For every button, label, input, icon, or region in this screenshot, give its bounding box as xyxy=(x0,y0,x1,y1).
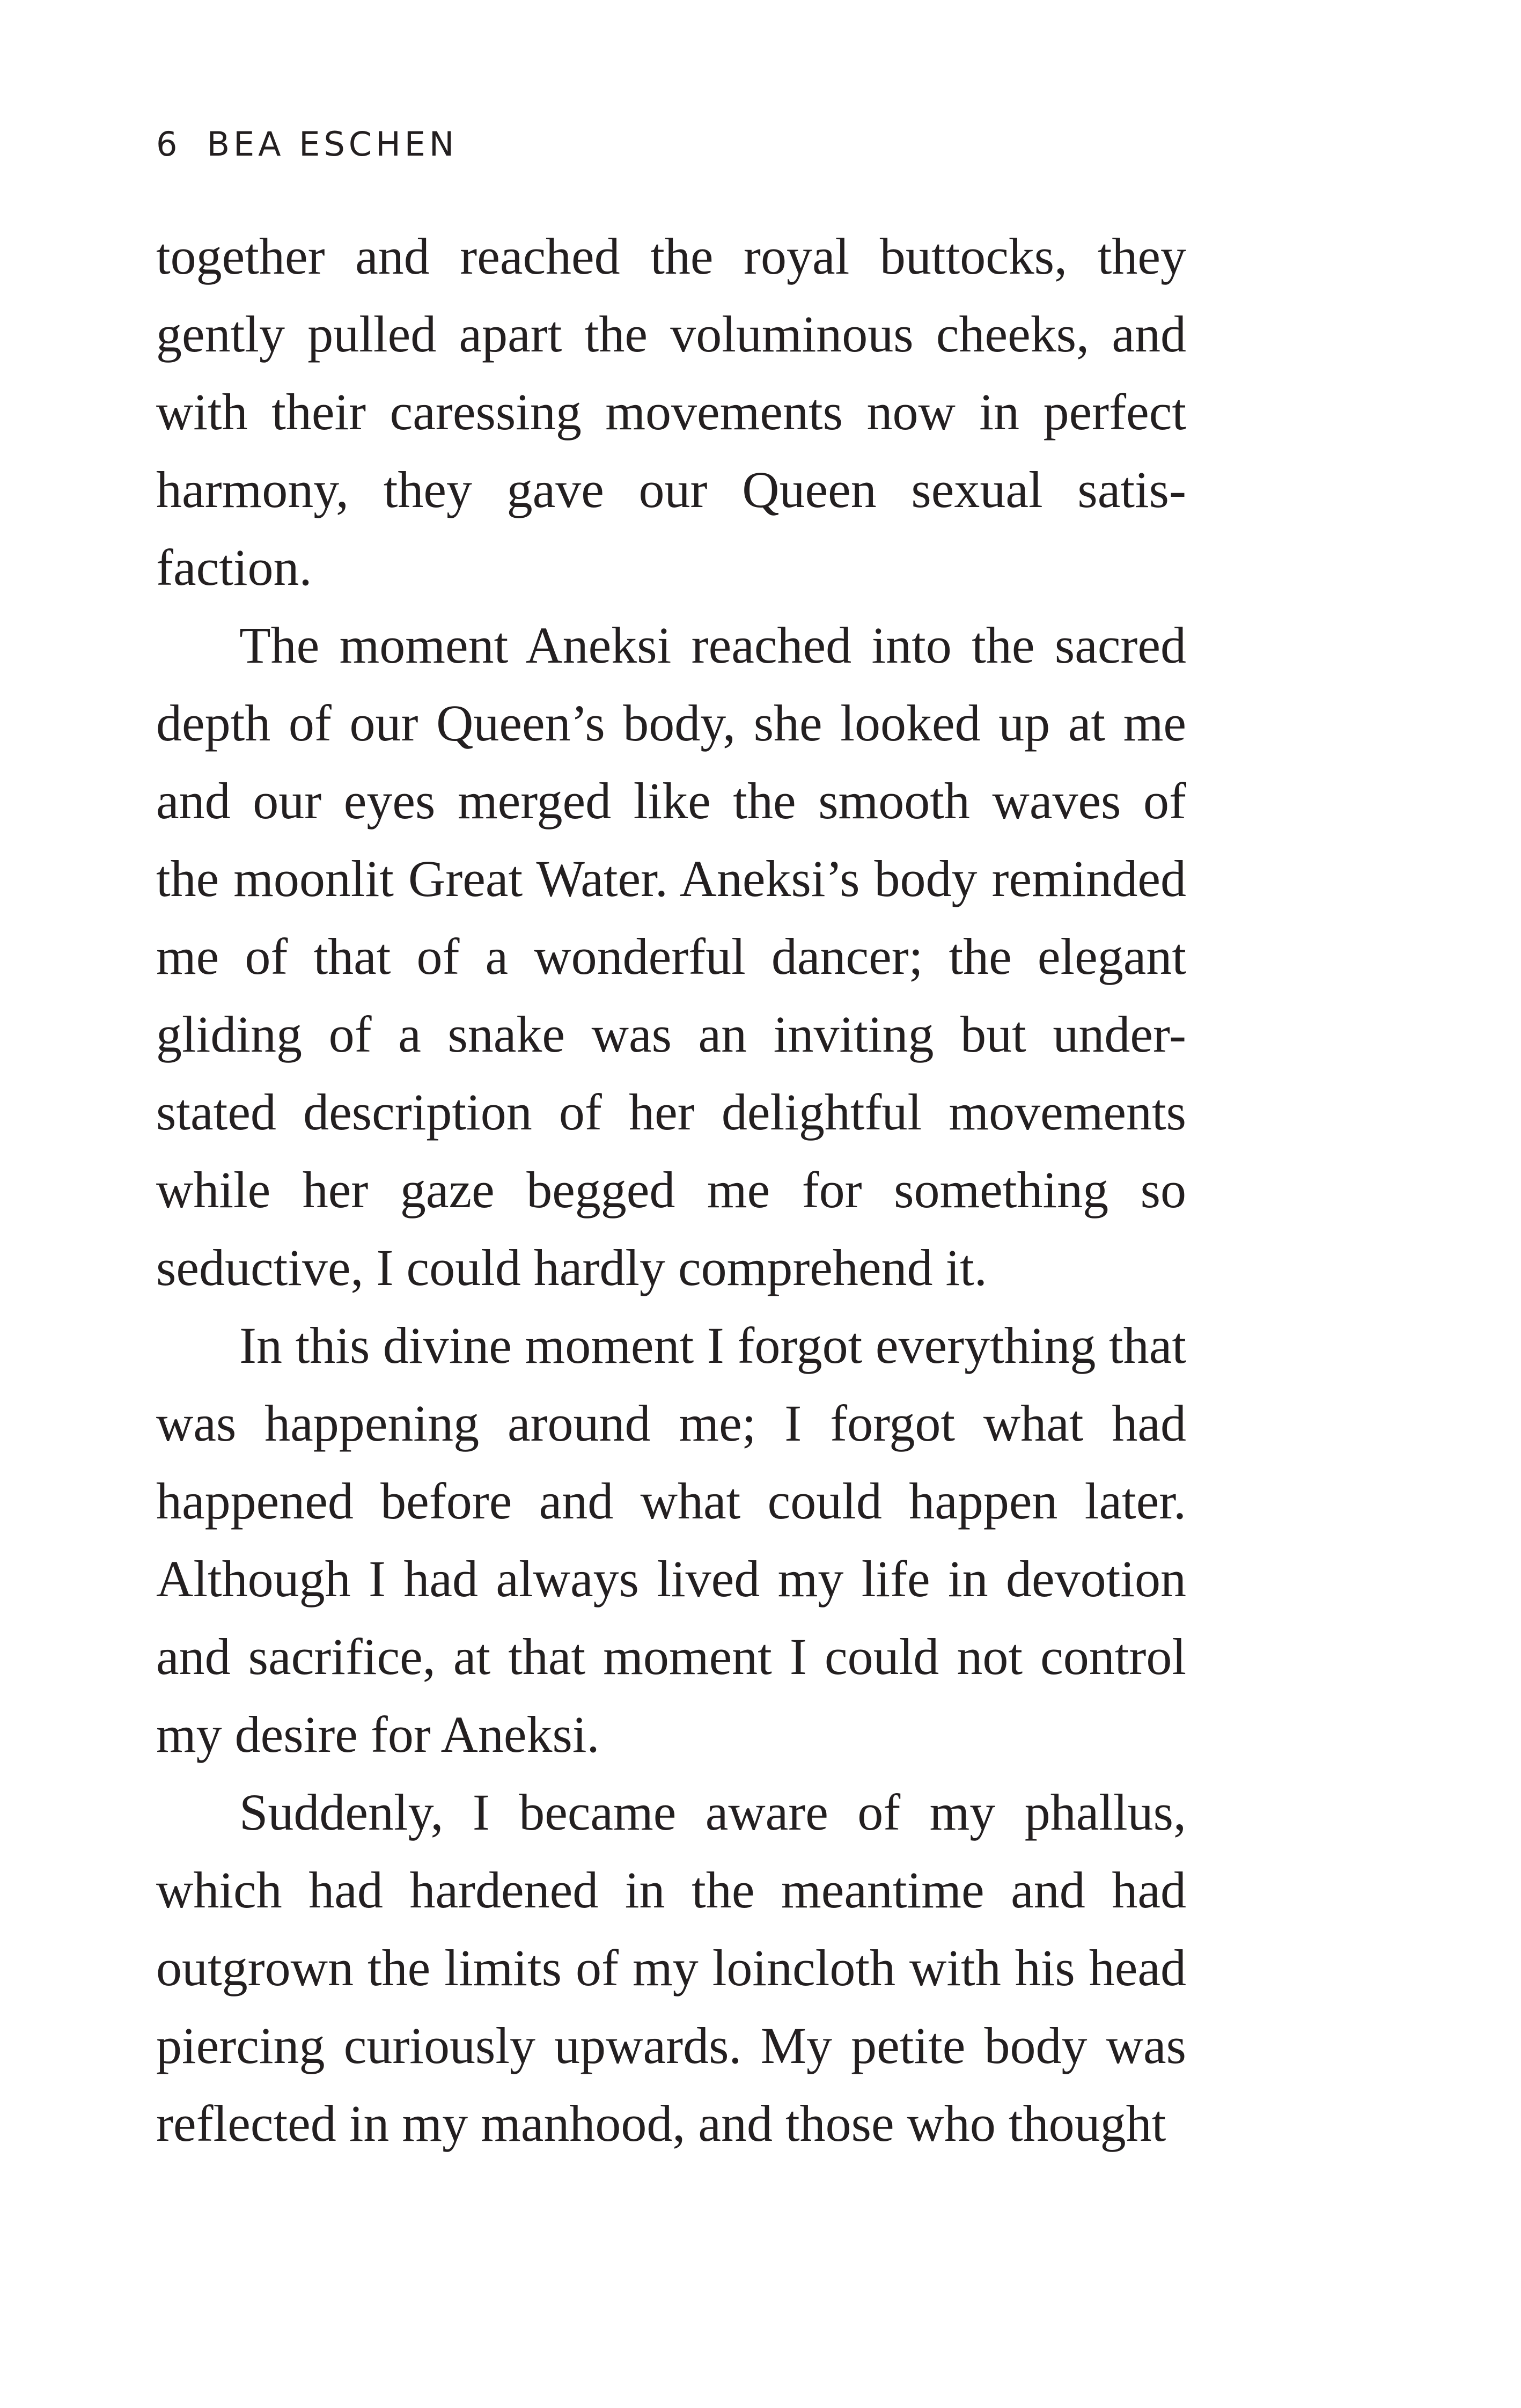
paragraph: The moment Aneksi reached into the sacred depth of our Queen’s body, she looked up at me and our eyes merged like the smooth waves of the moonlit Great Water. Aneksi’s body reminded me of that of a wonderful dancer; the elegant gliding of a snake was an inviting but under-stated description of her delightful movements while her gaze begged me for something so seductive, I could hardly comprehend it. xyxy=(156,616,1186,1296)
body-text xyxy=(156,217,1186,2162)
paragraph: together and reached the royal buttocks, they gently pulled apart the voluminous cheeks, and with their caressing movements now in perfect harmony, they gave our Queen sexual satis-faction. xyxy=(156,227,1186,596)
paragraph: In this divine moment I forgot everything that was happening around me; I forgot what had happened before and what could happen later. Although I had always lived my life in devotion and sacrifice, at that moment I could not control my desire for Aneksi. xyxy=(156,1317,1186,1763)
paragraph: Suddenly, I became aware of my phallus, which had hardened in the meantime and had outgrown the limits of my loincloth with his head piercing curiously upwards. My petite body was reflected in my manhood, and those who thought xyxy=(156,1783,1186,2152)
page-number: 6 xyxy=(156,124,181,164)
running-head xyxy=(156,122,458,165)
author-name: BEA ESCHEN xyxy=(207,124,458,164)
